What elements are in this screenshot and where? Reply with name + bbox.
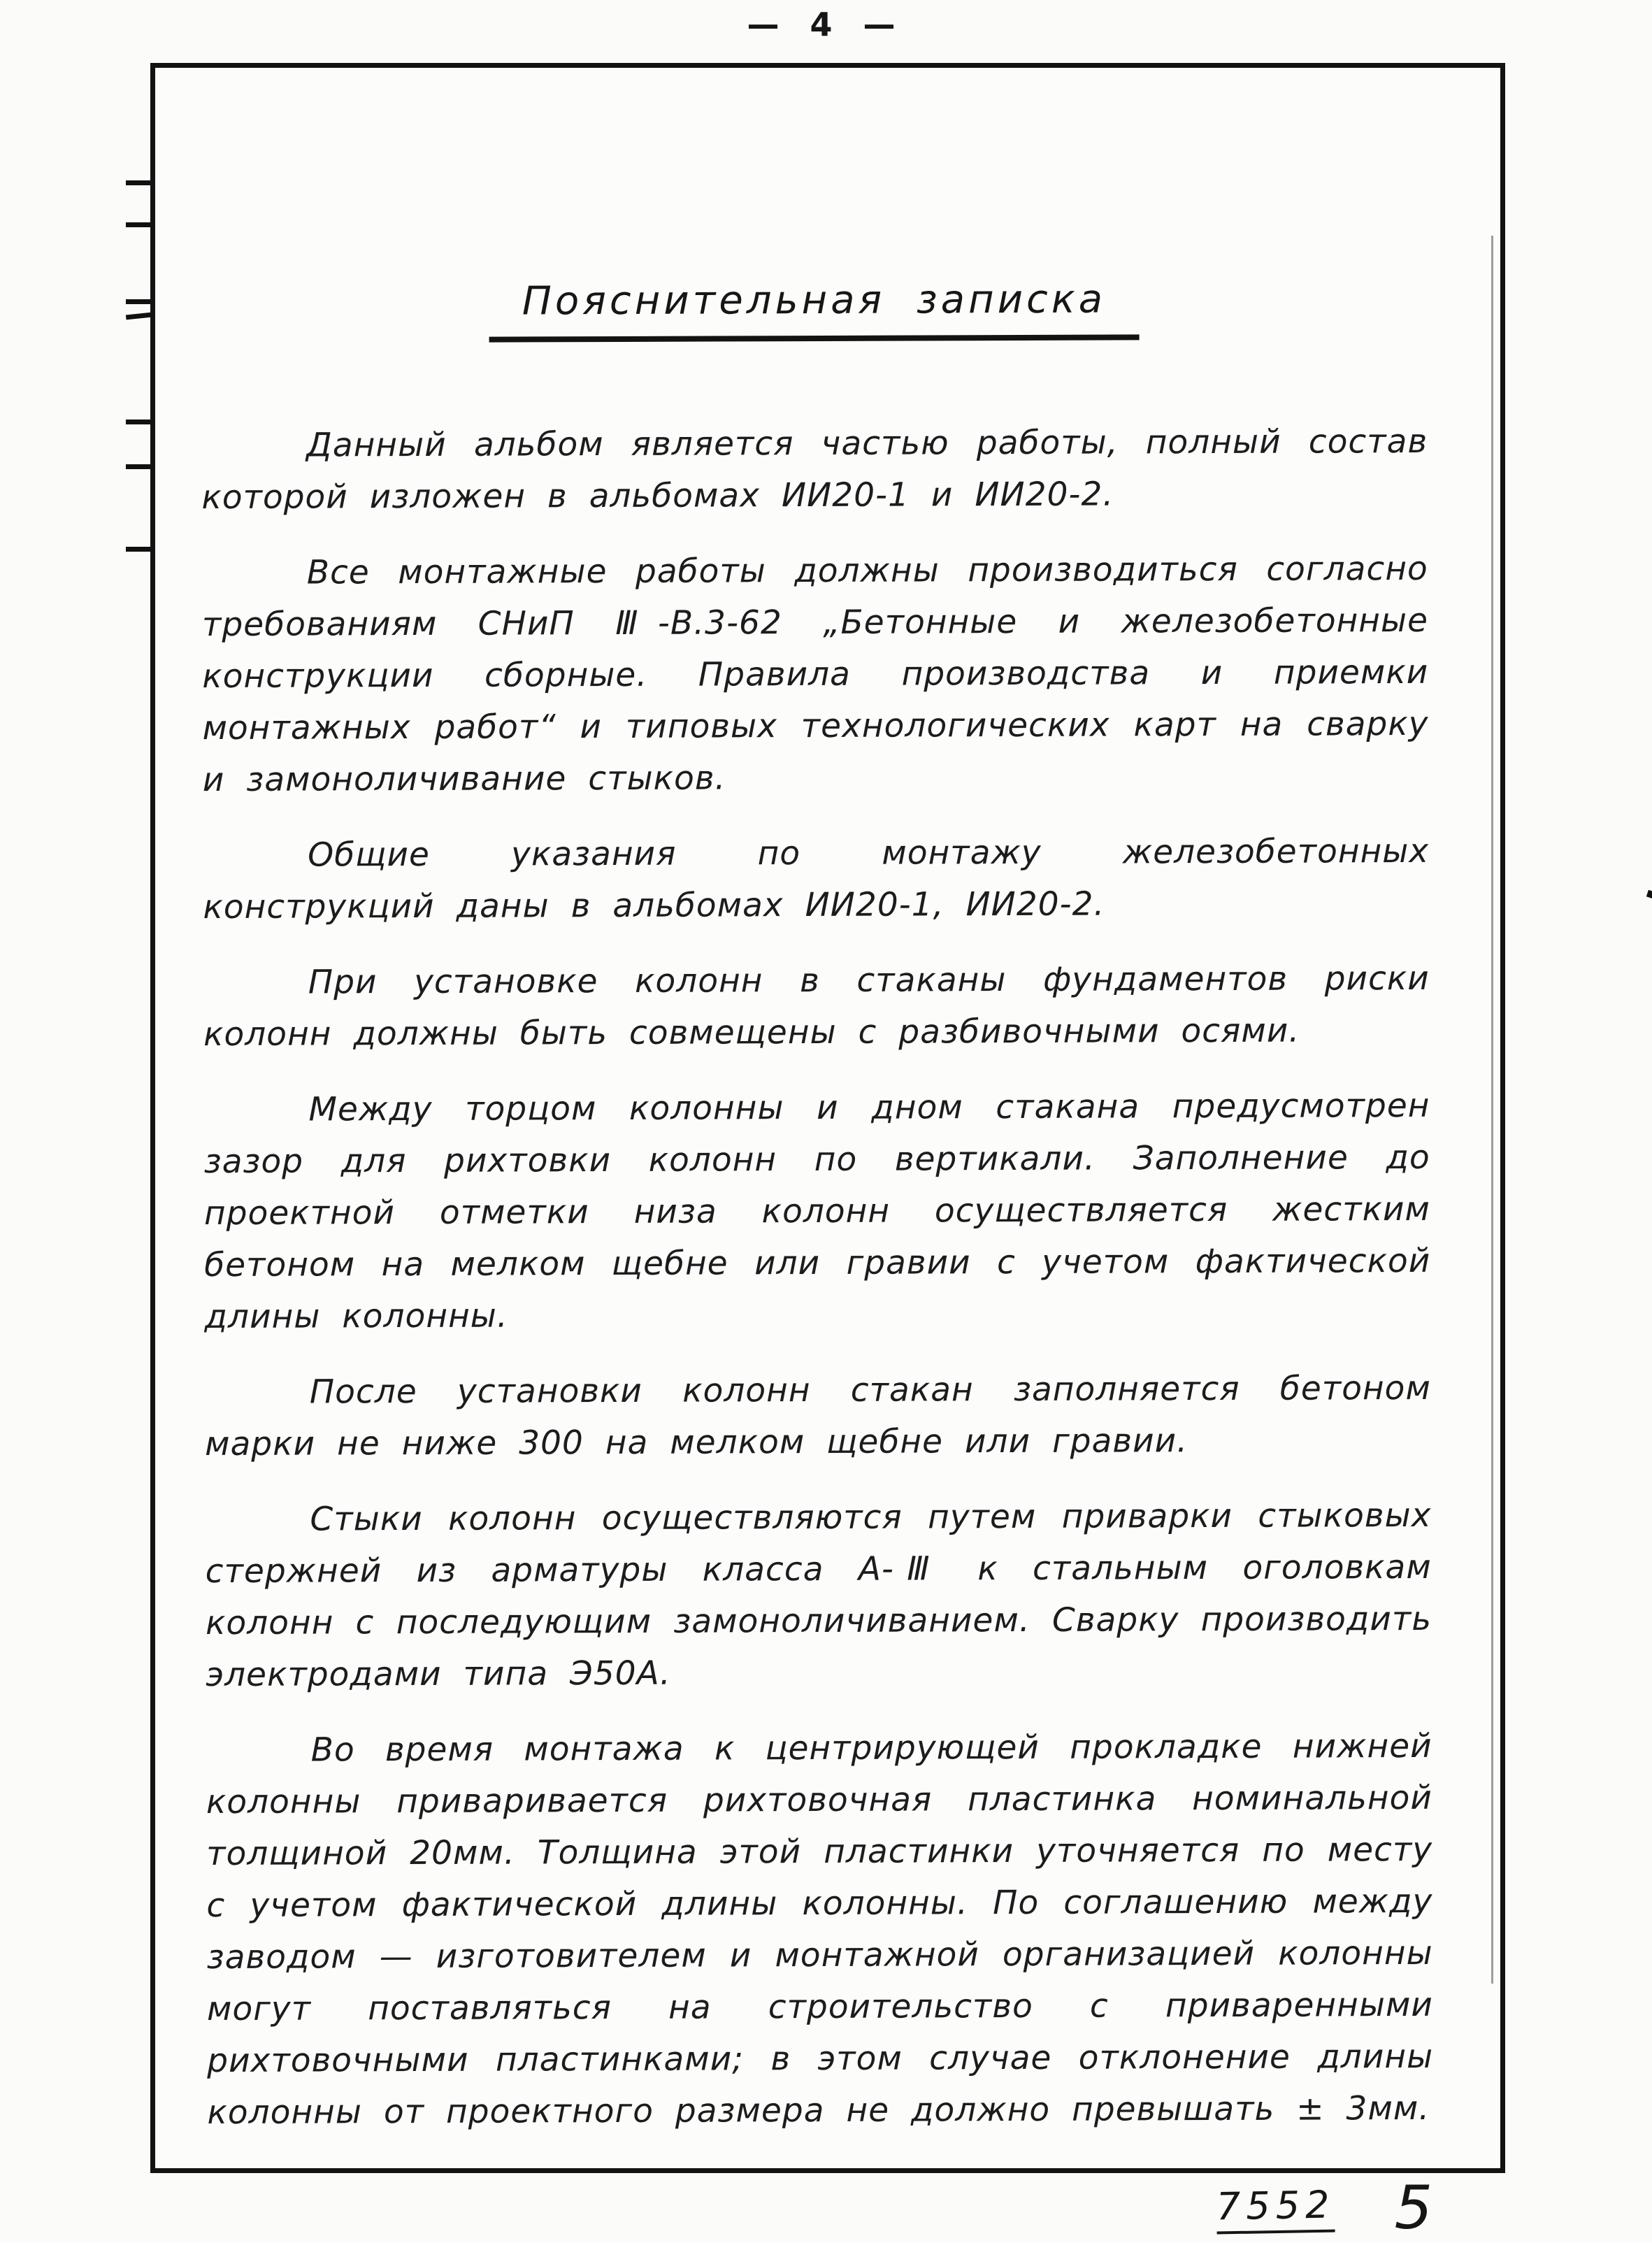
title-block [201, 275, 1427, 343]
title-underline [489, 334, 1140, 342]
sheet-number: 5 [1394, 2173, 1433, 2243]
paragraph: Во время монтажа к центрирующей прокладке нижней колонны приваривается рихтовочная пластинка номинальной толщиной 20мм. Толщина этой пластинки уточняется по месту с учетом фактической длины колонны. По соглашению между заводом — изготовителем и монтажной организацией колонны могут поставляться на строительство с приваренными рихтовочными пластинками; в этом случае отклонение длины колонны от проектного размера не должно превышать ± 3мм. [206, 1726, 1434, 2133]
paragraph: Общие указания по монтажу железобетонных конструкций даны в альбомах ИИ20-1, ИИ20-2. [203, 831, 1430, 927]
paragraph: Все монтажные работы должны производиться согласно требованиям СНиП Ⅲ-В.3-62 „Бетонные и железобетонные конструкции сборные. Правила производства и приемки монтажных работ“ и типовых технологических карт на сварку и замоноличивание стыков. [201, 549, 1429, 800]
frame-scan-line [1491, 236, 1493, 1984]
paragraph: Стыки колонн осуществляются путем приварки стыковых стержней из арматуры класса А-Ⅲ к стальным оголовкам колонн с последующим замоноличиванием. Сварку производить электродами типа Э50А. [205, 1496, 1432, 1695]
page-number: — 4 — [747, 6, 905, 43]
paragraph: При установке колонн в стаканы фундаментов риски колонн должны быть совмещены с разбивочными осями. [203, 959, 1430, 1054]
footer-numbers [1216, 2173, 1608, 2243]
frame-tick-mark [1646, 890, 1652, 900]
document-number: 7552 [1216, 2183, 1335, 2235]
paragraph: После установки колонн стакан заполняется бетоном марки не ниже 300 на мелком щебне или гравии. [205, 1368, 1431, 1464]
page-content [201, 275, 1433, 2163]
document-title: Пояснительная записка [522, 276, 1107, 324]
paragraph: Данный альбом является частью работы, полный состав которой изложен в альбомах ИИ20-1 и ИИ20-2. [201, 422, 1428, 517]
page-frame [150, 63, 1505, 2173]
paragraph: Между торцом колонны и дном стакана предусмотрен зазор для рихтовки колонн по вертикали. Заполнение до проектной отметки низа колонн осуществляется жестким бетоном на мелком щебне или гравии с учетом фактической длины колонны. [203, 1086, 1431, 1337]
